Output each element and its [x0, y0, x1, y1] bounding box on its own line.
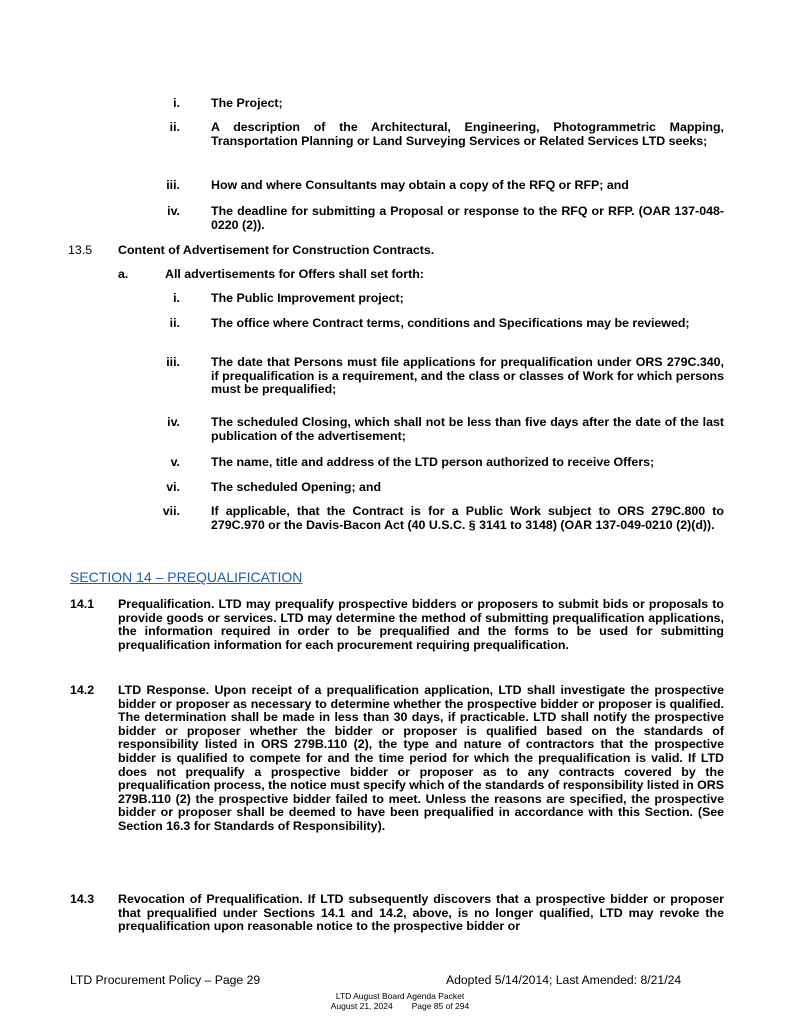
paragraph: LTD Response. Upon receipt of a prequalification application, LTD shall investigate the prospective bidder or proposer as necessary to determine whether the prospective bidder or proposer is qualified. The determination shall be made in less than 30 days, if practicable. LTD shall notify the prospective bidder or proposer whether the bidder or proposer is qualified based on the standards of responsibility listed in ORS 279B.110 (2), the type and nature of contractors that the prospective bidder is qualified to compete for and the time period for which the prequalification is valid. If LTD does not prequalify a prospective bidder or proposer as to any contracts covered by the prequalification process, the notice must specify which of the standards of responsibility listed in ORS 279B.110 (2) the prospective bidder failed to meet. Unless the reasons are specified, the prospective bidder or proposer shall be deemed to have been prequalified in accordance with this Section. (See Section 16.3 for Standards of Responsibility).	[118, 683, 724, 833]
footer-right: Adopted 5/14/2014; Last Amended: 8/21/24	[446, 973, 682, 987]
sub-text: All advertisements for Offers shall set forth:	[165, 267, 424, 281]
list-item: The office where Contract terms, conditions and Specifications may be reviewed;	[211, 316, 690, 330]
list-item-number: vi.	[166, 480, 180, 494]
list-item: The scheduled Opening; and	[211, 480, 382, 494]
list-item: The deadline for submitting a Proposal or response to the RFQ or RFP. (OAR 137-048-0220 (2)).	[211, 204, 724, 232]
paragraph-number: 14.1	[70, 597, 95, 611]
sub-letter: a.	[118, 267, 129, 281]
list-item-number: vii.	[162, 504, 180, 518]
list-item: A description of the Architectural, Engineering, Photogrammetric Mapping, Transportation Planning or Land Surveying Services or Related Services LTD seeks;	[211, 120, 724, 148]
section-heading-link[interactable]: SECTION 14 – PREQUALIFICATION	[70, 569, 303, 585]
list-item-number: i.	[173, 96, 180, 110]
list-item: The name, title and address of the LTD person authorized to receive Offers;	[211, 455, 655, 469]
list-item-number: iii.	[166, 355, 180, 369]
footer-left: LTD Procurement Policy – Page 29	[70, 973, 261, 987]
list-item: How and where Consultants may obtain a copy of the RFQ or RFP; and	[211, 178, 629, 192]
paragraph-number: 14.2	[70, 683, 95, 697]
list-item: The date that Persons must file applications for prequalification under ORS 279C.340, if prequalification is a requirement, and the class or classes of Work for which persons must be prequalified;	[211, 355, 724, 397]
list-item: The Public Improvement project;	[211, 291, 404, 305]
packet-line-1: LTD August Board Agenda Packet	[335, 991, 465, 1001]
list-item-number: iv.	[167, 415, 180, 429]
packet-line-2: August 21, 2024 Page 85 of 294	[330, 1001, 470, 1011]
paragraph: Prequalification. LTD may prequalify prospective bidders or proposers to submit bids or proposals to provide goods or services. LTD may determine the method of submitting prequalification applications, the information required in order to be prequalified and the forms to be used for submitting prequalification information for each procurement requiring prequalification.	[118, 597, 724, 652]
section-title: Content of Advertisement for Construction Contracts.	[118, 243, 435, 257]
list-item: If applicable, that the Contract is for a Public Work subject to ORS 279C.800 to 279C.970 or the Davis-Bacon Act (40 U.S.C. § 3141 to 3148) (OAR 137-049-0210 (2)(d)).	[211, 504, 724, 532]
paragraph: Revocation of Prequalification. If LTD subsequently discovers that a prospective bidder or proposer that prequalified under Sections 14.1 and 14.2, above, is no longer qualified, LTD may revoke the prequalification upon reasonable notice to the prospective bidder or	[118, 892, 724, 934]
list-item-number: ii.	[169, 120, 180, 134]
list-item-number: iv.	[167, 204, 180, 218]
list-item-number: v.	[170, 455, 180, 469]
list-item-number: i.	[173, 291, 180, 305]
list-item-number: iii.	[166, 178, 180, 192]
list-item-number: ii.	[169, 316, 180, 330]
list-item: The scheduled Closing, which shall not be less than five days after the date of the last publication of the advertisement;	[211, 415, 724, 443]
section-number: 13.5	[68, 243, 93, 257]
paragraph-number: 14.3	[70, 892, 95, 906]
list-item: The Project;	[211, 96, 283, 110]
